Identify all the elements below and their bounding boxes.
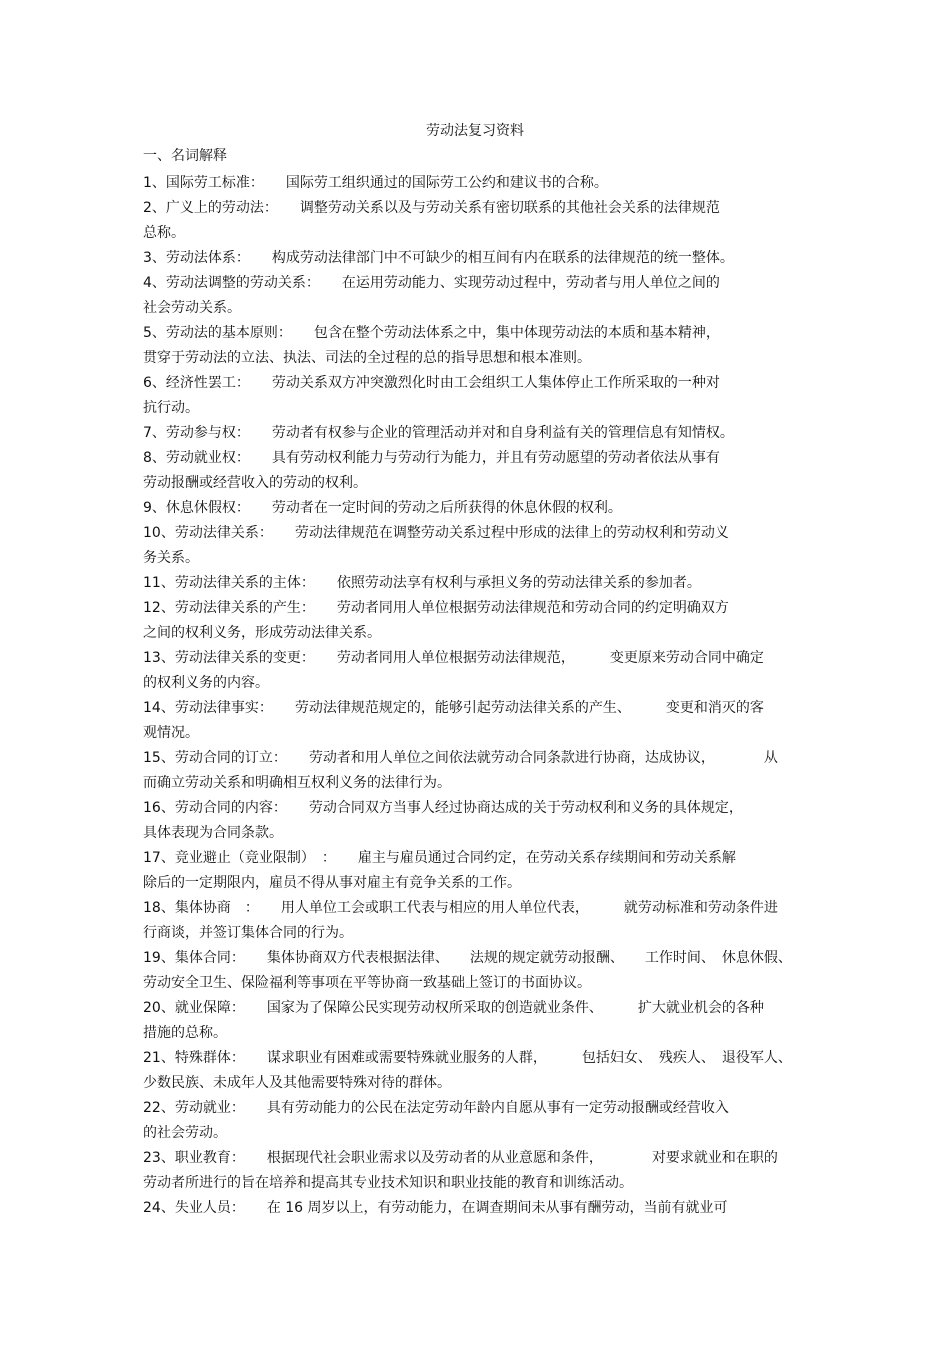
definition-line xyxy=(143,696,823,721)
term-label: 5、劳动法的基本原则： xyxy=(143,325,292,341)
term-label: 22、劳动就业： xyxy=(143,1100,245,1116)
definition-item xyxy=(143,496,823,521)
definition-line xyxy=(143,296,823,321)
definition-text: 依照劳动法享有权利与承担义务的劳动法律关系的参加者。 xyxy=(336,575,701,591)
definition-text: 调整劳动关系以及与劳动关系有密切联系的其他社会关系的法律规范 xyxy=(299,200,720,216)
definition-text: 措施的总称。 xyxy=(143,1025,227,1041)
definition-line xyxy=(143,646,823,671)
definition-line xyxy=(143,346,823,371)
term-label: 3、劳动法体系： xyxy=(143,250,250,266)
definition-line xyxy=(143,371,823,396)
definition-text: 劳动法律规范在调整劳动关系过程中形成的法律上的劳动权利和劳动义 xyxy=(294,525,729,541)
definition-item xyxy=(143,996,823,1046)
definition-text: 而确立劳动关系和明确相互权利义务的法律行为。 xyxy=(143,775,451,791)
definition-line xyxy=(143,921,823,946)
definition-text: 具体表现为合同条款。 xyxy=(143,825,283,841)
definition-line xyxy=(143,821,823,846)
term-label: 1、国际劳工标准： xyxy=(143,175,264,191)
definition-line xyxy=(143,1096,823,1121)
definition-item xyxy=(143,246,823,271)
definition-text: 具有劳动权利能力与劳动行为能力，并且有劳动愿望的劳动者依法从事有 xyxy=(271,450,720,466)
definition-item xyxy=(143,846,823,896)
term-label: 8、劳动就业权： xyxy=(143,450,250,466)
definition-text: 少数民族、未成年人及其他需要特殊对待的群体。 xyxy=(143,1075,451,1091)
definition-item xyxy=(143,571,823,596)
definition-item xyxy=(143,796,823,846)
definition-line xyxy=(143,871,823,896)
definition-text: 集体协商双方代表根据法律、 法规的规定就劳动报酬、 工作时间、 休息休假、 xyxy=(266,950,792,966)
definition-text: 包含在整个劳动法体系之中，集中体现劳动法的本质和基本精神， xyxy=(313,325,720,341)
definition-item xyxy=(143,696,823,746)
definition-line xyxy=(143,271,823,296)
definition-item xyxy=(143,421,823,446)
definition-text: 劳动报酬或经营收入的劳动的权利。 xyxy=(143,475,367,491)
definition-line xyxy=(143,471,823,496)
definition-text: 的社会劳动。 xyxy=(143,1125,227,1141)
definition-item xyxy=(143,171,823,196)
section-heading: 一、名词解释 xyxy=(143,148,227,164)
definition-text: 劳动安全卫生、保险福利等事项在平等协商一致基础上签订的书面协议。 xyxy=(143,975,591,991)
definition-line xyxy=(143,1046,823,1071)
definition-line xyxy=(143,671,823,696)
definition-text: 劳动者在一定时间的劳动之后所获得的休息休假的权利。 xyxy=(271,500,622,516)
definition-text: 劳动合同双方当事人经过协商达成的关于劳动权利和义务的具体规定， xyxy=(308,800,743,816)
definition-line xyxy=(143,721,823,746)
term-label: 18、集体协商 ： xyxy=(143,900,259,916)
definition-line xyxy=(143,521,823,546)
definition-item xyxy=(143,1096,823,1146)
definition-line xyxy=(143,996,823,1021)
definition-line xyxy=(143,396,823,421)
definition-line xyxy=(143,571,823,596)
definition-text: 在 16 周岁以上，有劳动能力，在调查期间未从事有酬劳动，当前有就业可 xyxy=(266,1200,728,1216)
definition-text: 国际劳工组织通过的国际劳工公约和建议书的合称。 xyxy=(285,175,608,191)
definition-line xyxy=(143,1021,823,1046)
term-label: 7、劳动参与权： xyxy=(143,425,250,441)
definition-text: 劳动者和用人单位之间依法就劳动合同条款进行协商，达成协议， 从 xyxy=(308,750,778,766)
definition-text: 务关系。 xyxy=(143,550,199,566)
definition-item xyxy=(143,596,823,646)
definition-item xyxy=(143,446,823,496)
definition-item xyxy=(143,321,823,371)
term-label: 21、特殊群体： xyxy=(143,1050,245,1066)
definition-line xyxy=(143,321,823,346)
definition-text: 观情况。 xyxy=(143,725,199,741)
document-title: 劳动法复习资料 xyxy=(426,123,524,139)
definition-item xyxy=(143,1196,823,1221)
definition-line xyxy=(143,421,823,446)
definition-text: 构成劳动法律部门中不可缺少的相互间有内在联系的法律规范的统一整体。 xyxy=(271,250,734,266)
definition-text: 劳动者同用人单位根据劳动法律规范， 变更原来劳动合同中确定 xyxy=(336,650,764,666)
definition-line xyxy=(143,1121,823,1146)
definition-line xyxy=(143,596,823,621)
definition-item xyxy=(143,196,823,246)
term-label: 16、劳动合同的内容： xyxy=(143,800,287,816)
term-label: 11、劳动法律关系的主体： xyxy=(143,575,315,591)
definition-line xyxy=(143,896,823,921)
definition-line xyxy=(143,1146,823,1171)
definition-line xyxy=(143,1071,823,1096)
term-label: 6、经济性罢工： xyxy=(143,375,250,391)
definition-text: 谋求职业有困难或需要特殊就业服务的人群， 包括妇女、 残疾人、 退役军人、 xyxy=(266,1050,792,1066)
term-label: 20、就业保障： xyxy=(143,1000,245,1016)
definition-text: 具有劳动能力的公民在法定劳动年龄内自愿从事有一定劳动报酬或经营收入 xyxy=(266,1100,729,1116)
definition-text: 用人单位工会或职工代表与相应的用人单位代表， 就劳动标准和劳动条件进 xyxy=(280,900,778,916)
definition-line xyxy=(143,971,823,996)
definition-item xyxy=(143,521,823,571)
definition-line xyxy=(143,546,823,571)
term-label: 23、职业教育： xyxy=(143,1150,245,1166)
definition-line xyxy=(143,771,823,796)
definition-text: 劳动者有权参与企业的管理活动并对和自身利益有关的管理信息有知情权。 xyxy=(271,425,734,441)
definition-text: 劳动者同用人单位根据劳动法律规范和劳动合同的约定明确双方 xyxy=(336,600,729,616)
definition-line xyxy=(143,846,823,871)
term-label: 13、劳动法律关系的变更： xyxy=(143,650,315,666)
definition-text: 根据现代社会职业需求以及劳动者的从业意愿和条件， 对要求就业和在职的 xyxy=(266,1150,778,1166)
definition-text: 的权利义务的内容。 xyxy=(143,675,269,691)
definition-line xyxy=(143,1171,823,1196)
definition-text: 除后的一定期限内，雇员不得从事对雇主有竞争关系的工作。 xyxy=(143,875,521,891)
definition-text: 总称。 xyxy=(143,225,185,241)
definition-line xyxy=(143,496,823,521)
definition-line xyxy=(143,946,823,971)
term-label: 15、劳动合同的订立： xyxy=(143,750,287,766)
definition-item xyxy=(143,946,823,996)
term-label: 10、劳动法律关系： xyxy=(143,525,273,541)
term-label: 14、劳动法律事实： xyxy=(143,700,273,716)
definition-text: 在运用劳动能力、实现劳动过程中，劳动者与用人单位之间的 xyxy=(341,275,720,291)
definition-item xyxy=(143,1146,823,1196)
term-label: 19、集体合同： xyxy=(143,950,245,966)
term-label: 4、劳动法调整的劳动关系： xyxy=(143,275,320,291)
definition-text: 雇主与雇员通过合同约定，在劳动关系存续期间和劳动关系解 xyxy=(357,850,736,866)
term-label: 2、广义上的劳动法： xyxy=(143,200,278,216)
definition-list xyxy=(143,171,823,1221)
definition-text: 行商谈，并签订集体合同的行为。 xyxy=(143,925,353,941)
definition-line xyxy=(143,796,823,821)
definition-item xyxy=(143,646,823,696)
definition-line xyxy=(143,621,823,646)
definition-item xyxy=(143,1046,823,1096)
definition-text: 劳动关系双方冲突激烈化时由工会组织工人集体停止工作所采取的一种对 xyxy=(271,375,720,391)
term-label: 17、竞业避止（竞业限制） ： xyxy=(143,850,336,866)
term-label: 9、休息休假权： xyxy=(143,500,250,516)
definition-text: 国家为了保障公民实现劳动权所采取的创造就业条件、 扩大就业机会的各种 xyxy=(266,1000,764,1016)
definition-item xyxy=(143,896,823,946)
definition-line xyxy=(143,246,823,271)
definition-text: 抗行动。 xyxy=(143,400,199,416)
definition-text: 劳动法律规范规定的，能够引起劳动法律关系的产生、 变更和消灭的客 xyxy=(294,700,764,716)
term-label: 24、失业人员： xyxy=(143,1200,245,1216)
term-label: 12、劳动法律关系的产生： xyxy=(143,600,315,616)
definition-item xyxy=(143,271,823,321)
definition-text: 社会劳动关系。 xyxy=(143,300,241,316)
definition-text: 贯穿于劳动法的立法、执法、司法的全过程的总的指导思想和根本准则。 xyxy=(143,350,591,366)
definition-line xyxy=(143,1196,823,1221)
definition-item xyxy=(143,746,823,796)
definition-line xyxy=(143,221,823,246)
definition-item xyxy=(143,371,823,421)
definition-text: 劳动者所进行的旨在培养和提高其专业技术知识和职业技能的教育和训练活动。 xyxy=(143,1175,633,1191)
definition-line xyxy=(143,196,823,221)
definition-line xyxy=(143,171,823,196)
definition-line xyxy=(143,446,823,471)
definition-line xyxy=(143,746,823,771)
definition-text: 之间的权利义务，形成劳动法律关系。 xyxy=(143,625,381,641)
